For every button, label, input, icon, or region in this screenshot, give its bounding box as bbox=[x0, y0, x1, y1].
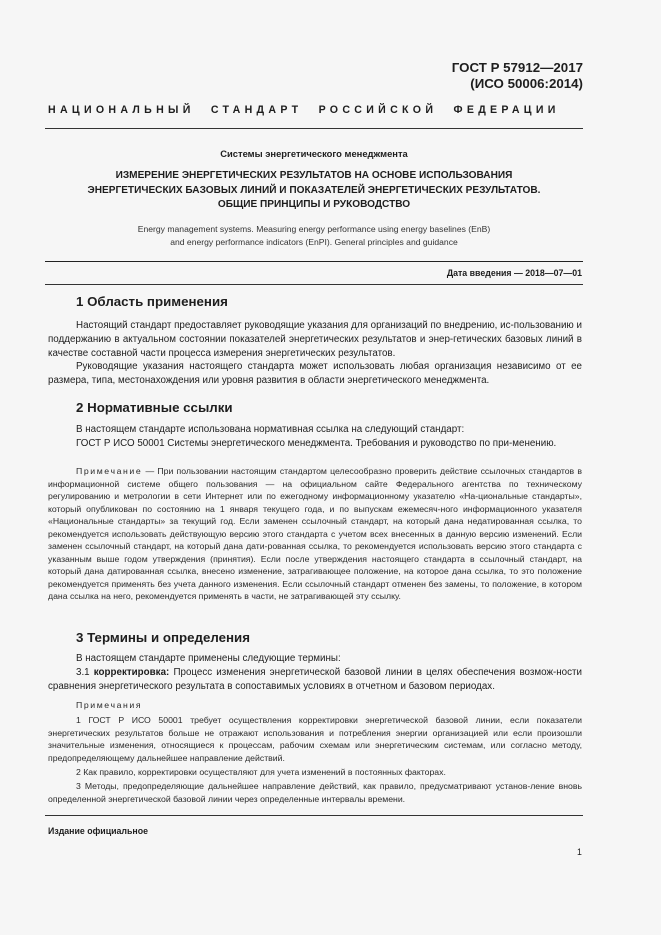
note-text: — При пользовании настоящим стандартом целесообразно проверить действие ссылочных стандартов в информационной системе общего пользования — на официальном сайте Федерального агентства по техническому регулированию и метрологии в сети Интернет или по ежегодному информационному указателю «На-циональные стандарты», который опубликован по состоянию на 1 января текущего года, и по выпускам ежемесяч-ного информационного указателя «Национальные стандарты» за текущий год. Если заменен ссылочный стандарт, на который дана недатированная ссылка, то рекомендуется использовать действующую версию этого стандарта с учетом всех внесенных в данную версию изменений. Если заменен ссылочный стандарт, на который дана дати-рованная ссылка, то рекомендуется использовать версию этого стандарта с указанным выше годом утверждения (принятия). Если после утверждения настоящего стандарта в ссылочный стандарт, на который дана датированная ссылка, внесено изменение, затрагивающее положение, на которое дана ссылка, то это положение рекомендуется применять без учета данного изменения. Если ссылочный стандарт отменен без замены, то положение, в котором дана ссылка на него, рекомендуется применять в части, не затрагивающей эту ссылку. bbox=[48, 466, 582, 602]
national-standard-banner bbox=[48, 104, 588, 116]
section-3-heading: 3 Термины и определения bbox=[76, 630, 250, 645]
introduction-date: Дата введения — 2018—07—01 bbox=[446, 268, 582, 278]
term-name: корректировка: bbox=[93, 667, 170, 678]
system-title: Системы энергетического менеджмента bbox=[220, 148, 408, 159]
note-3: 3 Методы, предопределяющие дальнейшее направление действий, как правило, предусматривают установ-ление вновь определенной энергетической базовой линии через определенные интервалы времени. bbox=[48, 781, 582, 804]
section-1-paragraph-1: Настоящий стандарт предоставляет руководящие указания для организаций по внедрению, ис-пользованию и поддержанию в актуальном состоянии показателей энергетических результатов и энер-гетических базовых линий в качестве составной части процесса измерения энергетических результатов. bbox=[48, 320, 582, 359]
note-label: Примечание bbox=[76, 466, 143, 476]
english-title-line-2: and energy performance indicators (EnPI). General principles and guidance bbox=[170, 236, 458, 247]
national-standard-text: НАЦИОНАЛЬНЫЙ СТАНДАРТ РОССИЙСКОЙ ФЕДЕРАЦИИ bbox=[48, 104, 560, 116]
footer-divider bbox=[45, 815, 583, 816]
note-2: 2 Как правило, корректировки осуществляют для учета изменений в постоянных факторах. bbox=[76, 767, 446, 777]
gost-number: ГОСТ Р 57912—2017 bbox=[451, 60, 583, 75]
notes-heading: Примечания bbox=[76, 700, 143, 710]
english-title-line-1: Energy management systems. Measuring energy performance using energy baselines (EnB) bbox=[137, 224, 491, 234]
section-3-paragraph-1: В настоящем стандарте применены следующие термины: bbox=[76, 653, 341, 664]
main-title-line-2: ЭНЕРГЕТИЧЕСКИХ БАЗОВЫХ ЛИНИЙ И ПОКАЗАТЕЛЕЙ ЭНЕРГЕТИЧЕСКИХ РЕЗУЛЬТАТОВ. bbox=[87, 184, 541, 196]
official-edition: Издание официальное bbox=[48, 826, 148, 836]
title-divider bbox=[45, 261, 583, 262]
section-2-paragraph-1: В настоящем стандарте использована нормативная ссылка на следующий стандарт: bbox=[76, 424, 465, 435]
note-1: 1 ГОСТ Р ИСО 50001 требует осуществления корректировки энергетической базовой линии, если показатели энергетических результатов больше не отражают использования и потребления энергии организацией или если произошли значительные изменения, относящиеся к процессам, рабочим схемам или энергетическим системам, или согласно методу, предопределяющему дальнейшее направление действий. bbox=[48, 715, 582, 763]
english-title bbox=[45, 223, 583, 249]
date-divider bbox=[45, 284, 583, 285]
page-number: 1 bbox=[577, 847, 582, 857]
term-number: 3.1 bbox=[76, 667, 94, 678]
section-2-note bbox=[48, 465, 582, 603]
main-title bbox=[45, 169, 583, 213]
main-title-line-1: ИЗМЕРЕНИЕ ЭНЕРГЕТИЧЕСКИХ РЕЗУЛЬТАТОВ НА ОСНОВЕ ИСПОЛЬЗОВАНИЯ bbox=[115, 170, 513, 181]
header-divider bbox=[45, 128, 583, 129]
standard-designation bbox=[452, 60, 583, 92]
main-title-line-3: ОБЩИЕ ПРИНЦИПЫ И РУКОВОДСТВО bbox=[217, 199, 411, 210]
iso-number: (ИСО 50006:2014) bbox=[470, 76, 583, 91]
term-definition-text: Процесс изменения энергетической базовой линии в целях обеспечения возмож-ности сравнения энергетического результата в сопоставимых условиях в отчетном и базовом периодах. bbox=[48, 667, 582, 692]
term-definition bbox=[48, 666, 582, 694]
section-2-heading: 2 Нормативные ссылки bbox=[76, 400, 233, 415]
section-1-heading: 1 Область применения bbox=[76, 294, 228, 309]
section-2-paragraph-2: ГОСТ Р ИСО 50001 Системы энергетического менеджмента. Требования и руководство по при-менению. bbox=[76, 438, 557, 449]
section-1-paragraph-2: Руководящие указания настоящего стандарта может использовать любая организация независимо от ее размера, типа, местонахождения или уровня развития в области энергетического менеджмента. bbox=[48, 361, 582, 386]
